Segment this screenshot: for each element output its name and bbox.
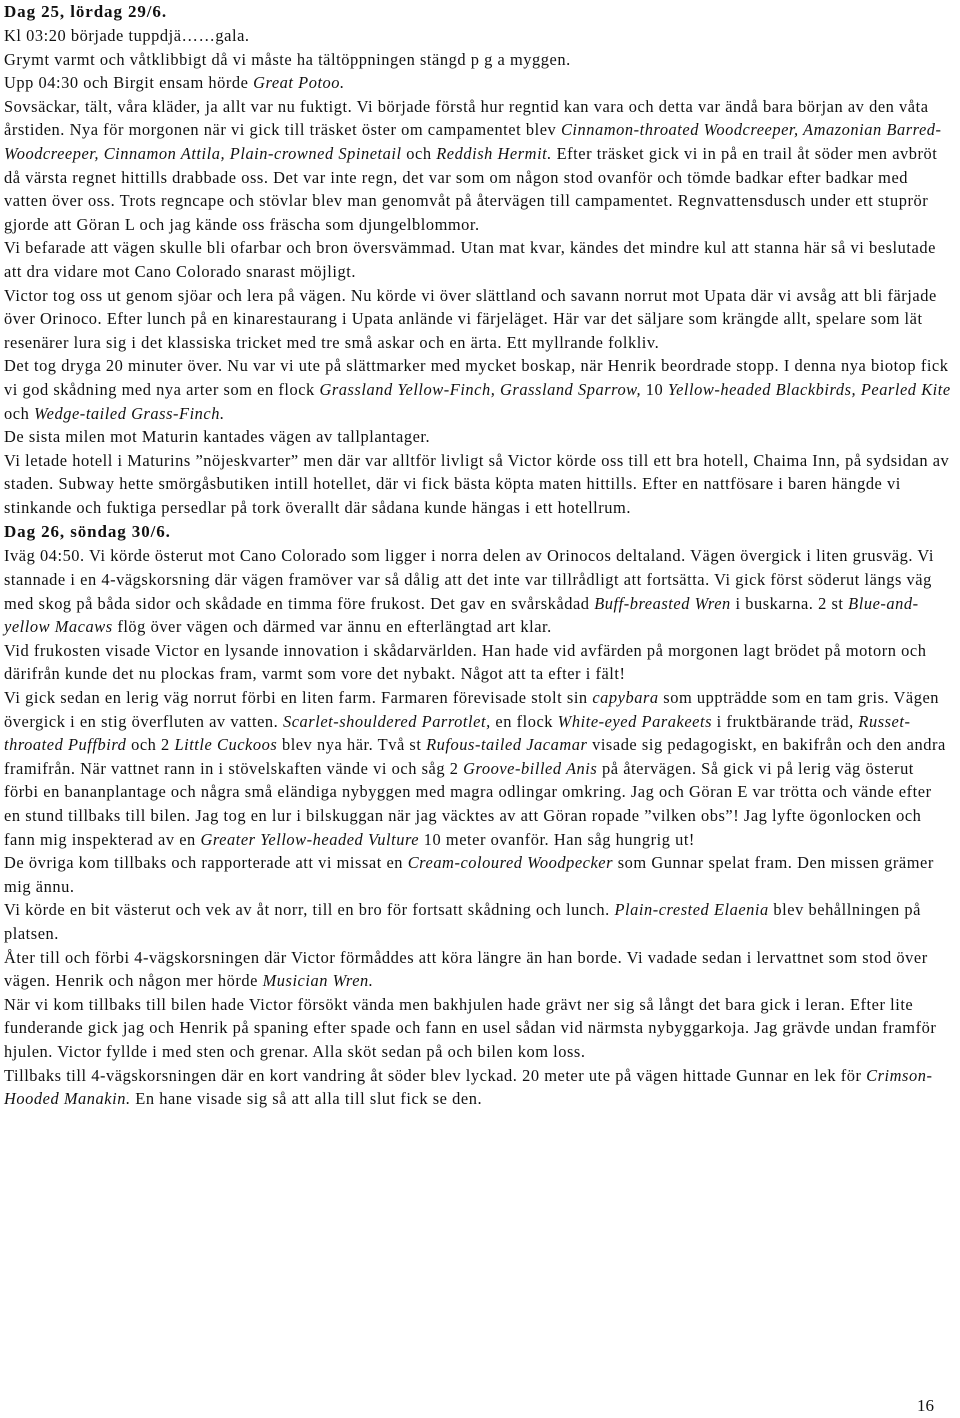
species-name: Musician Wren.	[262, 971, 374, 991]
text-run: Vi befarade att vägen skulle bli ofarbar och bron översvämmad. Utan mat kvar, kändes det mindre kul att stanna här så vi beslutade att dra vidare mot Cano Colorado snarast möjligt.	[4, 238, 936, 281]
species-name: White-eyed Parakeets	[557, 711, 713, 731]
species-name: Groove-billed Anis	[463, 758, 598, 778]
text-run: Tillbaks till 4-vägskorsningen där en kort vandring åt söder blev lyckad. 20 meter ute på vägen hittade Gunnar en lek för	[4, 1065, 867, 1085]
species-name: Crimson-Hooded Manakin.	[4, 1065, 933, 1109]
species-name: Scarlet-shouldered Parrotlet,	[282, 711, 491, 731]
text-run: Victor tog oss ut genom sjöar och lera på vägen. Nu körde vi över slättland och savann norrut mot Upata där vi avsåg att bli färjade över Orinoco. Efter lunch på en kinarestaurang i Upata anlände vi färjeläget. Här var det säljare som krängde allt, spelare som lät resenärer lura sig i det klassiska tricket med tre små askar och en ärta. Ett myllrande folkliv.	[4, 285, 937, 352]
paragraph	[4, 236, 952, 283]
species-name: Grassland Yellow-Finch, Grassland Sparrow,	[319, 379, 642, 399]
document-page	[4, 2, 952, 1111]
paragraph	[4, 639, 952, 686]
species-name: capybara	[592, 688, 659, 708]
paragraph	[4, 851, 952, 898]
paragraph	[4, 1064, 952, 1111]
text-run: Åter till och förbi 4-vägskorsningen där Victor förmåddes att köra längre än han borde. Vi vadade sedan i lervattnet som stod över vägen. Henrik och någon mer hörde	[4, 947, 928, 991]
species-name: Cream-coloured Woodpecker	[407, 853, 614, 873]
species-name: Cinnamon-throated Woodcreeper, Amazonian Barred-Woodcreeper, Cinnamon Attila, Plain-crowned Spinetail	[4, 120, 942, 163]
text-run: Iväg 04:50. Vi körde österut mot Cano Colorado som ligger i norra delen av Orinocos deltaland. Vägen övergick i liten grusväg. Vi stannade i en 4-vägskorsning där vägen framöver var så dålig att det inte var tillrådligt att fortsätta. Vi gick först söderut längs väg med skog på båda sidor och skådade en timma före frukost. Det gav en svårskådad	[4, 546, 934, 613]
species-name: Reddish Hermit.	[436, 143, 552, 163]
paragraph	[4, 898, 952, 945]
paragraph	[4, 354, 952, 425]
text-run: som uppträdde som en tam gris. Vägen övergick i en stig överfluten av vatten.	[4, 688, 940, 731]
text-run: flög över vägen och därmed var ännu en efterlängtad art klar.	[112, 617, 552, 637]
species-name: Rufous-tailed Jacamar	[426, 735, 588, 755]
text-run: Vi körde en bit västerut och vek av åt norr, till en bro för fortsatt skådning och lunch.	[4, 900, 615, 920]
text-run: En hane visade sig så att alla till slut fick se den.	[130, 1089, 483, 1109]
paragraph	[4, 449, 952, 520]
paragraph	[4, 95, 952, 237]
text-run: på återvägen. Så gick vi på lerig väg österut förbi en bananplantage och några små eländiga nybyggen med magra odlingar omkring. Jag och Göran E var trötta och vände efter en stund tillbaks till bilen. Jag tog en lur i bilskuggan när jag väcktes av att Göran ropade ”vilken obs”! Jag lyfte ögonlocken och fann mig inspekterad av en	[4, 758, 932, 849]
species-name: Yellow-headed Blackbirds, Pearled Kite	[667, 379, 951, 399]
paragraph	[4, 993, 952, 1064]
text-run: en flock	[490, 711, 558, 731]
paragraph	[4, 544, 952, 638]
paragraph	[4, 946, 952, 993]
text-run: 10	[641, 379, 668, 399]
paragraph	[4, 284, 952, 355]
text-run: i fruktbärande träd,	[712, 711, 859, 731]
day25-heading: Dag 25, lördag 29/6.	[4, 2, 167, 21]
paragraph	[4, 24, 952, 48]
text-run: blev behållningen på platsen.	[4, 900, 921, 943]
text-run: De sista milen mot Maturin kantades vägen av tallplantager.	[4, 427, 431, 447]
species-name: Little Cuckoos	[174, 735, 278, 755]
text-run: 10 meter ovanför. Han såg hungrig ut!	[419, 829, 695, 849]
text-run: Efter träsket gick vi in på en trail åt söder men avbröt då värsta regnet hittills drabbade oss. Det var inte regn, det var som om någon stod ovanför och tömde badkar efter badkar med vatten över oss. Trots regncape och stövlar blev man genomvåt på återvägen till campamentet. Regnvattensdusch under ett stuprör gjorde att Göran L och jag kände oss fräscha som djungelblommor.	[4, 143, 938, 234]
text-run: De övriga kom tillbaks och rapporterade att vi missat en	[4, 853, 408, 873]
paragraph	[4, 686, 952, 851]
text-run: Kl 03:20 började tuppdjä……gala.	[4, 26, 250, 45]
species-name: Plain-crested Elaenia	[614, 900, 769, 920]
day25-body	[4, 24, 952, 519]
text-run: Vi gick sedan en lerig väg norrut förbi en liten farm. Farmaren förevisade stolt sin	[4, 688, 593, 708]
paragraph	[4, 48, 952, 72]
text-run: och	[4, 403, 34, 423]
text-run: Sovsäckar, tält, våra kläder, ja allt var nu fuktigt. Vi började förstå hur regntid kan vara och detta var ändå bara början av den våta årstiden. Nya för morgonen när vi gick till träsket öster om campamentet blev	[4, 96, 929, 140]
day26-heading: Dag 26, söndag 30/6.	[4, 522, 171, 542]
text-run: När vi kom tillbaks till bilen hade Victor försökt vända men bakhjulen hade grävt ner sig så långt det bara gick i leran. Efter lite funderande gick jag och Henrik på spaning efter spade och fann en usel sådan vid närmsta nybyggarkoja. Jag grävde undan framför hjulen. Victor fyllde i med sten och grenar. Alla sköt sedan på och bilen kom loss.	[4, 994, 937, 1061]
text-run: blev nya här. Två st	[277, 735, 427, 755]
text-run: Det tog dryga 20 minuter över. Nu var vi ute på slättmarker med mycket boskap, när Henrik beordrade stopp. I denna nya biotop fick vi god skådning med nya arter som en flock	[4, 356, 949, 399]
species-name: Russet-throated Puffbird	[4, 711, 911, 755]
paragraph	[4, 425, 952, 449]
text-run: Vid frukosten visade Victor en lysande innovation i skådarvärlden. Han hade vid avfärden på morgonen lagt brödet på motorn och därifrån kunde det nu plockas fram, varmt som vore det nybakt. Något att ta efter i fält!	[4, 640, 927, 684]
species-name: Blue-and-yellow Macaws	[4, 593, 919, 637]
text-run: Vi letade hotell i Maturins ”nöjeskvarter” men där var alltför livligt så Victor körde oss till ett bra hotell, Chaima Inn, på sydsidan av staden. Subway hette smörgåsbutiken intill hotellet, där vi fick bästa köpta maten hittills. Efter en nattfösare i baren hängde vi stinkande och fuktiga persedlar på tork överallt där sådana kunde hängas i ett hotellrum.	[4, 450, 950, 517]
paragraph	[4, 71, 952, 95]
text-run: och 2	[126, 735, 175, 755]
day26-body	[4, 544, 952, 1110]
species-name: Buff-breasted Wren	[594, 593, 731, 613]
species-name: Greater Yellow-headed Vulture	[200, 829, 420, 849]
species-name: Great Potoo.	[253, 73, 345, 93]
species-name: Wedge-tailed Grass-Finch.	[33, 403, 225, 423]
text-run: visade sig pedagogiskt, en bakifrån och den andra framifrån. När vattnet rann in i stövelskaften vände vi och såg 2	[4, 735, 946, 778]
page-number: 16	[917, 1396, 934, 1415]
text-run: i buskarna. 2 st	[730, 593, 849, 613]
text-run: Upp 04:30 och Birgit ensam hörde	[4, 73, 254, 93]
text-run: Grymt varmt och våtklibbigt då vi måste ha tältöppningen stängd p g a myggen.	[4, 49, 571, 69]
text-run: som Gunnar spelat fram. Den missen grämer mig ännu.	[4, 853, 934, 896]
text-run: och	[401, 143, 437, 163]
